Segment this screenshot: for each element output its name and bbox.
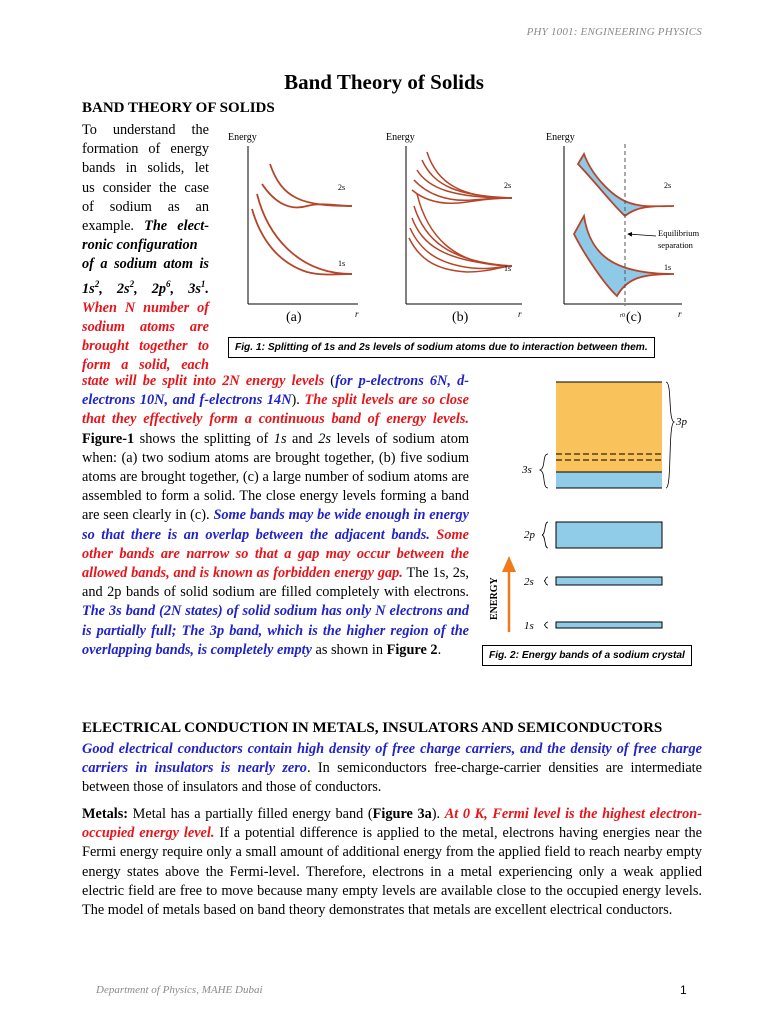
- panel-label-c: (c): [626, 310, 642, 325]
- intro-line: ronic configuration: [82, 237, 198, 254]
- r0-label: r0: [620, 313, 625, 319]
- section-heading-conduction: ELECTRICAL CONDUCTION IN METALS, INSULATORS AND SEMICONDUCTORS: [82, 720, 663, 736]
- panel-label-a: (a): [286, 310, 302, 325]
- intro-line: [82, 217, 209, 236]
- label-2s: 2s: [524, 576, 534, 588]
- brace-2p: [542, 522, 548, 548]
- intro-line: form a solid, each: [82, 357, 209, 374]
- band-theory-paragraph: state will be split into 2N energy levels (for p-electrons 6N, d-electrons 10N, and f-electrons 14N). The split levels are so close that they effectively form a continuous band of energy levels. Figure-1 shows the splitting of 1s and 2s levels of sodium atom when: (a) two sodium atoms are brought together, (b) five sodium atoms are brought together, (c) a large number of sodium atoms are assembled to form a solid. The close energy levels forming a band are seen clearly in (c). Some bands may be wide enough in energy so that there is an overlap between the adjacent bands. Some other bands are narrow so that a gap may occur between the allowed bands, and is known as forbidden energy gap. The 1s, 2s, and 2p bands of solid sodium are filled completely with electrons. The 3s band (2N states) of solid sodium has only N electrons and is partially full; The 3p band, which is the higher region of the overlapping bands, is completely empty as shown in Figure 2.: [82, 373, 469, 658]
- label-2s-a: 2s: [338, 183, 346, 192]
- label-1s: 1s: [524, 620, 534, 632]
- intro-line: When N number of: [82, 299, 209, 316]
- figure-2: [482, 374, 714, 646]
- energy-arrow-head: [502, 556, 516, 572]
- metals-paragraph: Metals: Metal has a partially filled energy band (Figure 3a). At 0 K, Fermi level is the highest electron-occupied energy level. If a potential difference is applied to the metal, electrons having energies near the Fermi energy require only a small amount of additional energy from the applied field to reach nearby empty energy states above the Fermi-level. Therefore, electrons in a metal experiencing only a weak applied electric field are free to move because many empty levels are available close to the occupied energy levels. The model of metals based on band theory demonstrates that metals are excellent electrical conductors.: [82, 806, 702, 919]
- equilibrium-label-1: Equilibrium: [658, 228, 700, 238]
- band-2p: [556, 522, 662, 548]
- label-1s-c: 1s: [664, 263, 672, 272]
- intro-bold-text: The elect-: [144, 218, 209, 235]
- label-2p: 2p: [524, 529, 535, 541]
- equilibrium-label-2: separation: [658, 240, 693, 250]
- intro-line: us consider the case: [82, 179, 209, 196]
- label-2s-c: 2s: [664, 181, 672, 190]
- panel-label-b: (b): [452, 310, 469, 325]
- equilibrium-arrow: [628, 234, 656, 236]
- energy-label-b: Energy: [386, 132, 415, 143]
- band-2s-c: [578, 154, 674, 216]
- intro-line: To understand the: [82, 122, 209, 138]
- intro-line: formation of energy: [82, 141, 209, 158]
- curves-a: [252, 164, 352, 275]
- intro-text: example.: [82, 218, 135, 235]
- intro-line: sodium atoms are: [82, 318, 209, 335]
- footer-department: Department of Physics, MAHE Dubai: [96, 984, 263, 996]
- r-label-a: r: [355, 309, 359, 319]
- page-number: 1: [680, 983, 687, 997]
- figure-1: [212, 124, 710, 332]
- intro-line: of a sodium atom is: [82, 256, 209, 273]
- running-header: PHY 1001: ENGINEERING PHYSICS: [526, 26, 702, 38]
- conduction-paragraph: Good electrical conductors contain high density of free charge carriers, and the density of free charge carriers in insulators is nearly zero. In semiconductors free-charge-carrier densities are intermediate between those of insulators and those of conductors.: [82, 741, 702, 796]
- page-title: Band Theory of Solids: [284, 70, 484, 94]
- r-label-c: r: [678, 309, 682, 319]
- label-3p: 3p: [676, 416, 687, 428]
- brace-3p: [666, 382, 674, 488]
- intro-line: brought together to: [82, 338, 209, 354]
- section-heading-band-theory: BAND THEORY OF SOLIDS: [82, 100, 275, 116]
- band-2s: [556, 577, 662, 585]
- intro-narrow-column: [82, 121, 209, 375]
- label-1s-a: 1s: [338, 259, 346, 268]
- curves-b: [409, 152, 512, 272]
- brace-3s: [540, 454, 548, 488]
- figure-1-caption: Fig. 1: Splitting of 1s and 2s levels of sodium atoms due to interaction between them.: [228, 337, 655, 358]
- energy-axis-label: ENERGY: [489, 577, 500, 620]
- intro-line: bands in solids, let: [82, 160, 209, 177]
- label-1s-b: 1s: [504, 264, 512, 273]
- intro-line: of sodium as an: [82, 198, 209, 215]
- energy-label-c: Energy: [546, 132, 575, 143]
- band-1s: [556, 622, 662, 628]
- figure-2-caption: Fig. 2: Energy bands of a sodium crystal: [482, 645, 692, 666]
- r-label-b: r: [518, 309, 522, 319]
- band-3s: [556, 472, 662, 488]
- electron-config: $1s^2$, $2s^2$, $2p^6$, $3s^1$.: [82, 278, 209, 297]
- label-3s: 3s: [522, 464, 532, 476]
- label-2s-b: 2s: [504, 181, 512, 190]
- energy-label-a: Energy: [228, 132, 257, 143]
